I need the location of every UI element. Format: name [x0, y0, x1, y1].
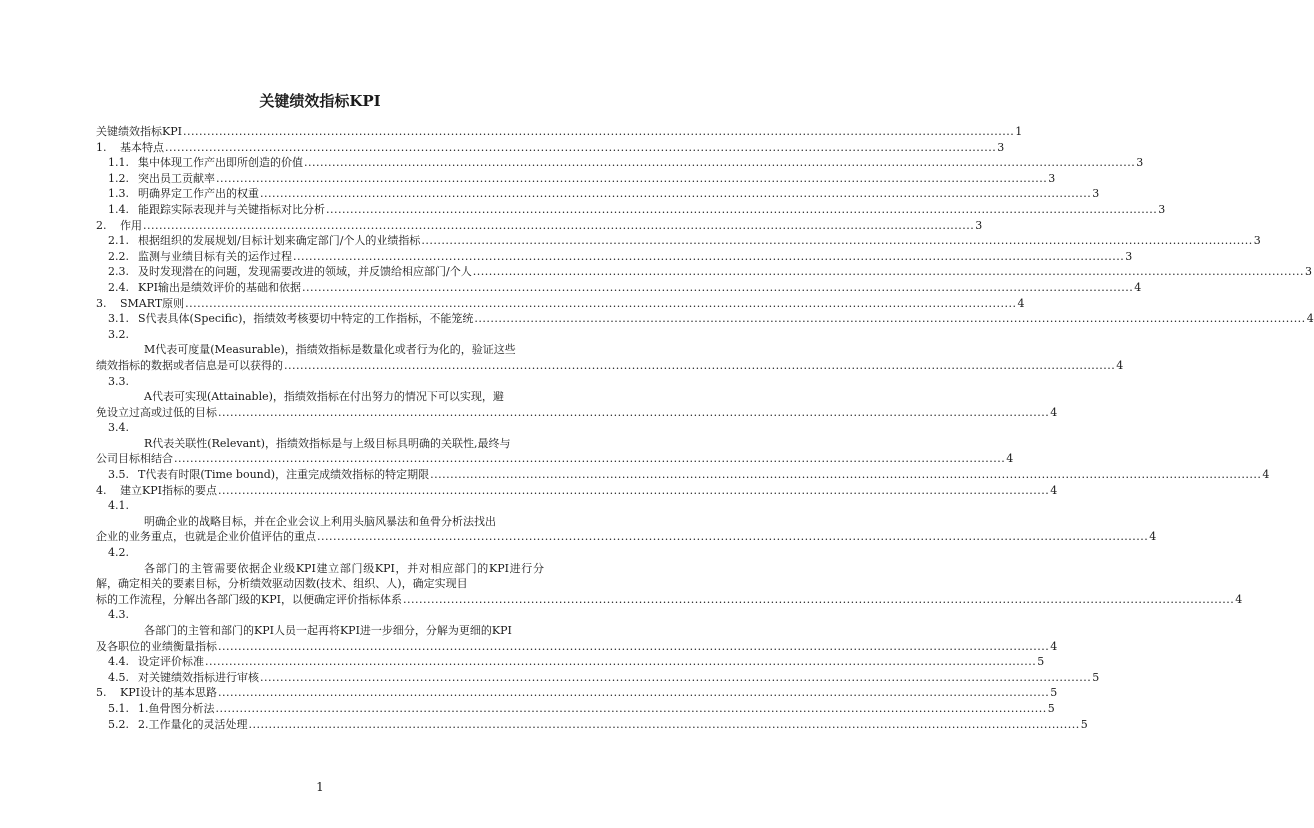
- dot-leader: [473, 264, 1304, 280]
- toc-entry-number: 2.1.: [108, 234, 129, 248]
- toc-entry-page: 4: [1149, 530, 1157, 544]
- toc-entry[interactable]: [96, 218, 983, 234]
- toc-entry[interactable]: [96, 280, 1142, 296]
- toc-entry[interactable]: [96, 140, 1005, 156]
- toc-entry-number: 2.3.: [108, 265, 129, 279]
- toc-entry-multiline[interactable]: [96, 374, 1058, 421]
- toc-entry-title: 根据组织的发展规划/目标计划来确定部门/个人的业绩指标: [138, 234, 421, 248]
- toc-entry[interactable]: [96, 155, 1144, 171]
- toc-entry-number: 2.4.: [108, 280, 129, 294]
- toc-entry-number: 5.1.: [108, 701, 129, 715]
- toc-entry-page: 4: [1116, 358, 1124, 372]
- dot-leader: [185, 296, 1016, 312]
- toc-entry-title-continued: 免设立过高或过低的目标: [96, 405, 217, 419]
- toc-entry-title: M代表可度量(Measurable)，指绩效指标是数量化或者行为化的，验证这些: [144, 343, 516, 357]
- toc-entry-number: 3.5.: [108, 468, 129, 482]
- toc-entry-page: 5: [1047, 701, 1055, 715]
- toc-entry-title: 集中体现工作产出即所创造的价值: [138, 156, 303, 170]
- toc-entry-title-continued: 公司目标相结合: [96, 452, 173, 466]
- toc-entry-number: 4.: [96, 483, 107, 497]
- toc-entry-multiline[interactable]: [96, 420, 1014, 467]
- toc-entry-number: 1.: [96, 140, 107, 154]
- dot-leader: [430, 467, 1261, 483]
- toc-entry[interactable]: [96, 124, 1023, 140]
- toc-entry-title: T代表有时限(Time bound)，注重完成绩效指标的特定期限: [138, 468, 430, 482]
- dot-leader: [403, 592, 1234, 608]
- toc-entry-title-continued: 绩效指标的数据或者信息是可以获得的: [96, 358, 283, 372]
- dot-leader: [260, 670, 1091, 686]
- toc-entry-page: 4: [1017, 296, 1025, 310]
- toc-entry[interactable]: [96, 186, 1100, 202]
- toc-entry-page: 5: [1080, 717, 1088, 731]
- toc-entry-number: 3.4.: [108, 421, 129, 435]
- toc-entry-page: 4: [1235, 592, 1243, 606]
- toc-entry[interactable]: [96, 311, 1314, 327]
- toc-entry[interactable]: [96, 467, 1270, 483]
- toc-entry-title: 各部门的主管需要依据企业级KPI建立部门级KPI，并对相应部门的KPI进行分解，确定相关的要素目标，分析绩效驱动因数(技术、组织、人)，确定实现目: [96, 561, 544, 591]
- toc-entry-title: KPI输出是绩效评价的基础和依据: [138, 280, 301, 294]
- toc-entry-title: 设定评价标准: [138, 655, 204, 669]
- toc-entry[interactable]: [96, 701, 1055, 717]
- toc-entry-title: 明确企业的战略目标，并在企业会议上利用头脑风暴法和鱼骨分析法找出: [144, 514, 496, 528]
- dot-leader: [183, 124, 1014, 140]
- toc-entry-title: 能跟踪实际表现并与关键指标对比分析: [138, 202, 325, 216]
- toc-entry[interactable]: [96, 296, 1025, 312]
- toc-entry-page: 5: [1092, 670, 1100, 684]
- toc-entry-page: 4: [1050, 639, 1058, 653]
- toc-entry-number: 1.1.: [108, 156, 129, 170]
- toc-entry-title: 建立KPI指标的要点: [120, 483, 217, 497]
- toc-entry-multiline[interactable]: [96, 327, 1124, 374]
- toc-entry-title: KPI设计的基本思路: [120, 686, 217, 700]
- toc-entry-page: 3: [975, 218, 983, 232]
- toc-entry-title: 作用: [120, 218, 142, 232]
- toc-entry-number: 3.1.: [108, 312, 129, 326]
- toc-entry-title: 及时发现潜在的问题，发现需要改进的领域，并反馈给相应部门/个人: [138, 265, 472, 279]
- toc-entry[interactable]: [96, 171, 1056, 187]
- toc-entry-title: 关键绩效指标KPI: [96, 125, 182, 138]
- toc-entry-page: 3: [1158, 202, 1166, 216]
- dot-leader: [293, 249, 1124, 265]
- toc-entry[interactable]: [96, 717, 1088, 733]
- toc-entry-title-continued: 标的工作流程，分解出各部门级的KPI，以便确定评价指标体系: [96, 592, 402, 606]
- dot-leader: [218, 405, 1049, 421]
- dot-leader: [216, 701, 1047, 717]
- toc-entry-title: S代表具体(Specific)，指绩效考核要切中特定的工作指标，不能笼统: [138, 312, 474, 326]
- toc-entry-page: 4: [1006, 452, 1014, 466]
- dot-leader: [302, 280, 1133, 296]
- toc-entry-number: 3.2.: [108, 327, 129, 341]
- toc-entry-number: 1.2.: [108, 171, 129, 185]
- toc-entry-page: 4: [1134, 280, 1142, 294]
- dot-leader: [165, 140, 996, 156]
- toc-entry-number: 5.2.: [108, 717, 129, 731]
- toc-entry[interactable]: [96, 483, 1058, 499]
- dot-leader: [304, 155, 1135, 171]
- document-title: 关键绩效指标KPI: [259, 92, 381, 110]
- toc-entry-number: 4.3.: [108, 608, 129, 622]
- toc-entry-number: 1.4.: [108, 202, 129, 216]
- toc-entry[interactable]: [96, 202, 1166, 218]
- toc-entry-page: 3: [1305, 265, 1313, 279]
- page-number: 1: [316, 780, 324, 794]
- toc-entry-title: 1.鱼骨图分析法: [138, 701, 215, 715]
- dot-leader: [474, 311, 1305, 327]
- toc-entry-title: 突出员工贡献率: [138, 171, 215, 185]
- toc-entry-number: 2.2.: [108, 249, 129, 263]
- toc-entry-page: 3: [997, 140, 1005, 154]
- dot-leader: [218, 483, 1049, 499]
- dot-leader: [205, 654, 1036, 670]
- toc-entry-multiline[interactable]: [96, 498, 1157, 545]
- toc-entry-page: 4: [1050, 405, 1058, 419]
- toc-entry-page: 3: [1048, 171, 1056, 185]
- toc-entry-page: 3: [1092, 187, 1100, 201]
- dot-leader: [260, 186, 1091, 202]
- dot-leader: [143, 218, 974, 234]
- toc-entry[interactable]: [96, 249, 1133, 265]
- toc-entry-page: 4: [1050, 483, 1058, 497]
- toc-entry-number: 2.: [96, 218, 107, 232]
- toc-entry-multiline[interactable]: [96, 545, 1243, 607]
- toc-entry-number: 4.5.: [108, 670, 129, 684]
- toc-entry-number: 5.: [96, 686, 107, 700]
- toc-entry-title-continued: 企业的业务重点，也就是企业价值评估的重点: [96, 530, 316, 544]
- toc-entry[interactable]: [96, 685, 1058, 701]
- toc-entry-title: 基本特点: [120, 140, 164, 154]
- toc-entry-title: 监测与业绩目标有关的运作过程: [138, 249, 292, 263]
- toc-entry-page: 3: [1136, 156, 1144, 170]
- dot-leader: [174, 451, 1005, 467]
- dot-leader: [218, 685, 1049, 701]
- toc-entry[interactable]: [96, 670, 1100, 686]
- toc-entry[interactable]: [96, 264, 1313, 280]
- toc-entry-page: 3: [1253, 234, 1261, 248]
- toc-entry-page: 1: [1015, 125, 1023, 138]
- dot-leader: [421, 233, 1252, 249]
- toc-entry-page: 3: [1125, 249, 1133, 263]
- table-of-contents: [96, 124, 1314, 732]
- toc-entry-title: R代表关联性(Relevant)，指绩效指标是与上级目标具明确的关联性,最终与: [144, 436, 511, 450]
- toc-entry-title: 对关键绩效指标进行审核: [138, 670, 259, 684]
- dot-leader: [218, 639, 1049, 655]
- toc-entry-page: 4: [1262, 468, 1270, 482]
- toc-entry-page: 4: [1306, 312, 1314, 326]
- toc-entry[interactable]: [96, 233, 1261, 249]
- dot-leader: [326, 202, 1157, 218]
- toc-entry-title: 明确界定工作产出的权重: [138, 187, 259, 201]
- toc-entry-number: 4.4.: [108, 655, 129, 669]
- toc-entry-number: 4.1.: [108, 499, 129, 513]
- toc-entry-multiline[interactable]: [96, 607, 1058, 654]
- toc-entry-number: 1.3.: [108, 187, 129, 201]
- toc-entry-title: A代表可实现(Attainable)，指绩效指标在付出努力的情况下可以实现，避: [144, 390, 504, 404]
- toc-entry-title: 2.工作量化的灵活处理: [138, 717, 248, 731]
- toc-entry-title: 各部门的主管和部门的KPI人员一起再将KPI进一步细分，分解为更细的KPI: [144, 624, 512, 637]
- toc-entry-number: 4.2.: [108, 546, 129, 560]
- toc-entry-page: 5: [1037, 655, 1045, 669]
- toc-entry-title-continued: 及各职位的业绩衡量指标: [96, 639, 217, 653]
- toc-entry-title: SMART原则: [120, 296, 185, 310]
- dot-leader: [284, 358, 1115, 374]
- toc-entry[interactable]: [96, 654, 1045, 670]
- dot-leader: [216, 171, 1047, 187]
- dot-leader: [249, 717, 1080, 733]
- toc-entry-number: 3.: [96, 296, 107, 310]
- toc-entry-number: 3.3.: [108, 374, 129, 388]
- toc-entry-page: 5: [1050, 686, 1058, 700]
- dot-leader: [317, 529, 1148, 545]
